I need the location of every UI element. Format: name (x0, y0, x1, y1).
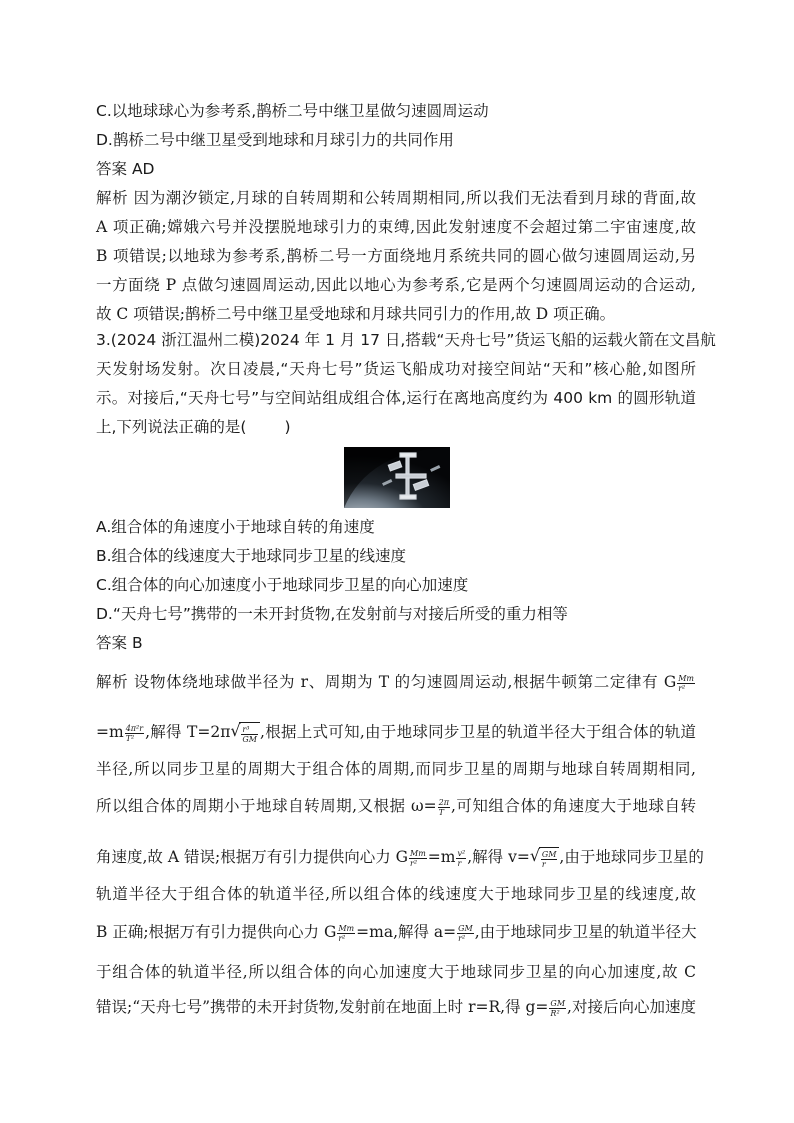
fraction-mm-r2: $\frac{Mm}{\text{r²}}$ (678, 673, 694, 693)
option-b: B.组合体的线速度大于地球同步卫星的线速度 (96, 547, 407, 565)
answer-q3 (96, 633, 696, 653)
analysis-q2-line-2: A 项正确;嫦娥六号并没摆脱地球引力的束缚,因此发射速度不会超过第二宇宙速度,故 (96, 218, 696, 236)
analysis-q3-line-4: 所以组合体的周期小于地球自转周期,又根据 ω= $\frac{2\pi}{T}$ ,可知组合体的角速度大于地球自转 (96, 797, 697, 817)
sqrt-r3-gm: √ $\frac{\text{r³}}{GM}$ (230, 722, 260, 744)
question-3-line-3: 示。对接后,“天舟七号”与空间站组成组合体,运行在离地高度约为 400 km 的圆形轨道 (96, 389, 696, 407)
analysis-q3-line-2: =m $\frac{\text{4π²r}}{\text{T²}}$ ,解得 T=2π √ $\frac{\text{r³}}{GM}$ ,根据上式可知,由于地球同步卫星的轨道半径大于组合体的轨道 (96, 721, 696, 744)
answer-label: 答案 (96, 634, 128, 652)
analysis-q3-line-5: 角速度,故 A 错误;根据万有引力提供向心力 G $\frac{Mm}{\text{r²}}$ =m $\frac{\text{v²}}{r}$ ,解得 v= √ $\frac{GM}{r}$ ,由于地球同步卫星的 (96, 846, 704, 869)
fraction-2pi-t: $\frac{2\pi}{T}$ (438, 797, 449, 817)
option-d-prev: D.鹊桥二号中继卫星受到地球和月球引力的共同作用 (96, 131, 454, 149)
analysis-q3-line-1: 解析 设物体绕地球做半径为 r、周期为 T 的匀速圆周运动,根据牛顿第二定律有 G $\frac{Mm}{\text{r²}}$ (96, 673, 694, 693)
analysis-q3-line-6: 轨道半径大于组合体的轨道半径,所以组合体的线速度大于地球同步卫星的线速度,故 (96, 885, 696, 903)
option-c: C.组合体的向心加速度小于地球同步卫星的向心加速度 (96, 576, 469, 594)
option-a: A.组合体的角速度小于地球自转的角速度 (96, 518, 375, 536)
analysis-q2-line-1: 解析 因为潮汐锁定,月球的自转周期和公转周期相同,所以我们无法看到月球的背面,故 (96, 189, 696, 207)
answer-q2 (96, 159, 696, 179)
answer-value: AD (131, 160, 155, 178)
analysis-q3-line-3: 半径,所以同步卫星的周期大于组合体的周期,而同步卫星的周期与地球自转周期相同, (96, 760, 696, 778)
question-3-line-4: 上,下列说法正确的是( ) (96, 418, 291, 436)
analysis-label: 解析 (96, 673, 129, 691)
space-station-illustration (344, 447, 450, 508)
question-3-line-2: 天发射场发射。次日凌晨,“天舟七号”货运飞船成功对接空间站“天和”核心舱,如图所 (96, 360, 696, 378)
fraction-4pi2r-t2: $\frac{\text{4π²r}}{\text{T²}}$ (125, 723, 144, 743)
option-c-prev: C.以地球球心为参考系,鹊桥二号中继卫星做匀速圆周运动 (96, 102, 489, 120)
question-number: 3. (96, 331, 111, 349)
answer-label: 答案 (96, 160, 128, 178)
question-3-line-1: 3.(2024 浙江温州二模)2024 年 1 月 17 日,搭载“天舟七号”货运飞船的运载火箭在文昌航 (96, 331, 716, 349)
analysis-q3-line-8: 于组合体的轨道半径,所以组合体的向心加速度大于地球同步卫星的向心加速度,故 C (96, 963, 696, 981)
analysis-q3-line-9: 错误;“天舟七号”携带的未开封货物,发射前在地面上时 r=R,得 g= $\frac{GM}{\text{R²}}$ ,对接后向心加速度 (96, 998, 696, 1018)
analysis-q3-line-7: B 正确;根据万有引力提供向心力 G $\frac{Mm}{\text{r²}}$ =ma,解得 a= $\frac{GM}{\text{r²}}$ ,由于地球同步卫星的轨道半径大 (96, 923, 697, 943)
answer-value: B (131, 634, 143, 652)
space-station-photo (344, 447, 450, 508)
analysis-label: 解析 (96, 189, 129, 207)
analysis-q2-line-5: 故 C 项错误;鹊桥二号中继卫星受地球和月球共同引力的作用,故 D 项正确。 (96, 305, 616, 323)
analysis-q2-line-3: B 项错误;以地球为参考系,鹊桥二号一方面绕地月系统共同的圆心做匀速圆周运动,另 (96, 247, 696, 265)
analysis-q2-line-4: 一方面绕 P 点做匀速圆周运动,因此以地心为参考系,它是两个匀速圆周运动的合运动, (96, 276, 696, 294)
option-d: D.“天舟七号”携带的一未开封货物,在发射前与对接后所受的重力相等 (96, 605, 568, 623)
